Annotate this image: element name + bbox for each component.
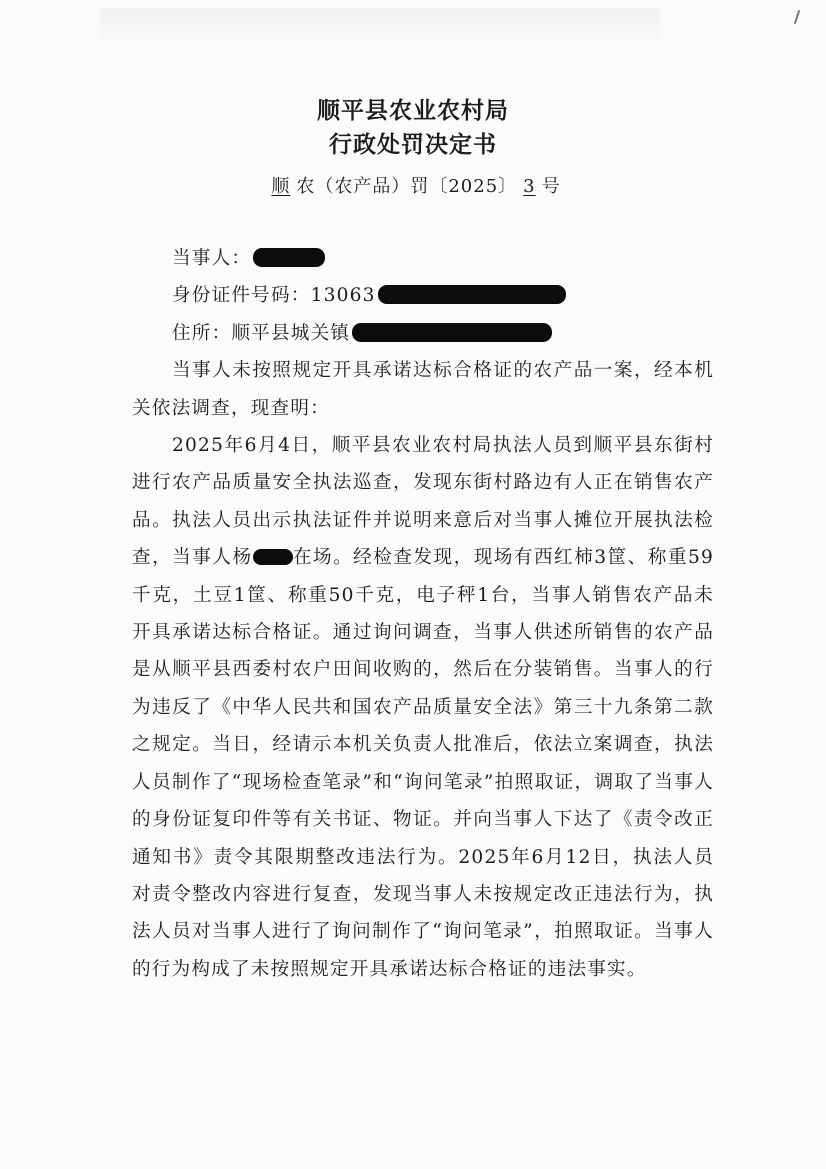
facts-text-part1: 2025年6月4日，顺平县农业农村局执法人员到顺平县东街村进行农产品质量安全执法巡查，发现东街村路边有人正在销售农产品。执法人员出示执法证件并说明来意后对当事人摊位开展执法检查，当事人杨 [132,435,714,569]
id-number-line [132,277,714,314]
facts-text-part2: 在场。经检查发现，现场有西红柿3筐、称重59千克，土豆1筐、称重50千克，电子秤1台，当事人销售农产品未开具承诺达标合格证。通过询问调查，当事人供述所销售的农产品是从顺平县西委村农户田间收购的，然后在分装销售。当事人的行为违反了《中华人民共和国农产品质量安全法》第三十九条第二款之规定。当日，经请示本机关负责人批准后，依法立案调查，执法人员制作了“现场检查笔录”和“询问笔录”拍照取证，调取了当事人的身份证复印件等有关书证、物证。并向当事人下达了《责令改正通知书》责令其限期整改违法行为。2025年6月12日，执法人员对责令整改内容进行复查，发现当事人未按规定改正违法行为，执法人员对当事人进行了询问制作了“询问笔录”，拍照取证。当事人的行为构成了未按照规定开具承诺达标合格证的违法事实。 [132,547,715,980]
doc-no-prefix: 顺 [271,176,291,197]
corner-mark [794,10,800,24]
redaction-bar [378,285,566,304]
scan-artifact [100,8,660,48]
redaction-bar [352,323,552,342]
document-number [0,172,826,198]
redaction-bar [253,549,293,565]
facts-paragraph [132,427,714,988]
party-name-line [132,240,714,277]
document-body [132,240,714,988]
address-line [132,315,714,352]
address-value: 顺平县城关镇 [231,322,351,344]
party-name-label: 当事人： [172,248,252,269]
redaction-bar [253,248,325,267]
doc-no-number: 3 [523,176,536,197]
id-number-label: 身份证件号码： [172,285,311,307]
intro-paragraph: 当事人未按照规定开具承诺达标合格证的农产品一案，经本机关依法调查，现查明： [132,360,714,419]
document-type-title: 行政处罚决定书 [329,131,497,158]
agency-title: 顺平县农业农村局 [317,97,509,124]
id-number-value: 13063 [310,285,376,307]
doc-no-middle: 农（农产品）罚〔2025〕 [296,176,518,197]
doc-no-suffix: 号 [541,176,561,197]
address-label: 住所： [172,322,232,344]
